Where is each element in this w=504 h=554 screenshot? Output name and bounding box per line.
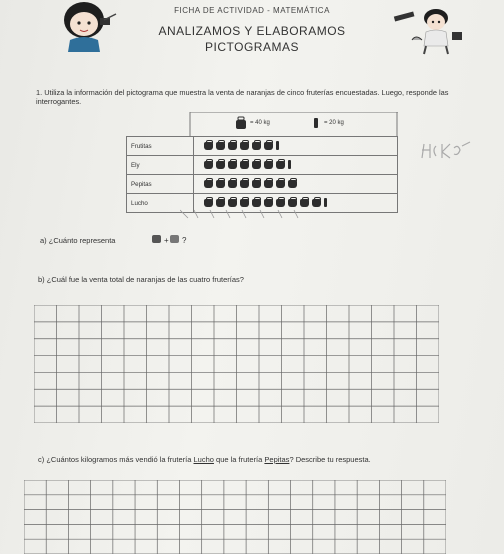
- instruction-text: 1. Utiliza la información del pictograma que muestra la venta de naranjas de cinco fruterías encuestadas. Luego, responde las interrogantes.: [36, 88, 449, 106]
- bag-icon: [276, 180, 285, 188]
- bag-icon: [228, 199, 237, 207]
- bag-icon: [264, 199, 273, 207]
- half-bag-icon: [324, 198, 327, 207]
- pictogram-row-label: Lucho: [127, 194, 194, 213]
- bag-icon: [228, 142, 237, 150]
- svg-text:?: ?: [182, 236, 187, 245]
- bag-icon: [240, 161, 249, 169]
- bag-icon: [216, 199, 225, 207]
- answer-grid-b: [34, 305, 439, 423]
- bag-icon: [276, 199, 285, 207]
- pictogram-row-label: Pepitas: [127, 175, 194, 194]
- question-c-lucho: Lucho: [193, 455, 214, 464]
- pictogram-row-label: Frutitas: [127, 137, 194, 156]
- question-c-mid: que la frutería: [216, 455, 263, 464]
- bag-icon: [252, 161, 261, 169]
- legend-label-half: = 20 kg: [324, 120, 344, 126]
- bag-icon: [216, 142, 225, 150]
- pictogram-table: [126, 136, 398, 213]
- bag-icon: [264, 142, 273, 150]
- answer-grid-c: [24, 480, 446, 554]
- page-subtitle: PICTOGRAMAS: [205, 40, 299, 54]
- pictogram-row: [127, 156, 398, 175]
- pictogram-row-label: Ely: [127, 156, 194, 175]
- bag-icon: [252, 180, 261, 188]
- bag-icon: [252, 199, 261, 207]
- question-b: b) ¿Cuál fue la venta total de naranjas de las cuatro fruterías?: [38, 275, 244, 284]
- pictogram-row-icons: [194, 175, 398, 194]
- handwritten-note: [420, 140, 476, 162]
- question-c-pre: c) ¿Cuántos kilogramos más vendió la frutería: [38, 455, 192, 464]
- bag-icon: [288, 199, 297, 207]
- bag-icon: [240, 199, 249, 207]
- question-c: [38, 455, 371, 464]
- bag-icon: [288, 180, 297, 188]
- page-title: ANALIZAMOS Y ELABORAMOS: [158, 24, 346, 38]
- question-c-pepitas: Pepitas: [264, 455, 290, 464]
- bag-icon: [204, 142, 213, 150]
- bag-icon: [264, 180, 273, 188]
- legend-label-full: = 40 kg: [250, 120, 270, 126]
- pictogram-row: [127, 175, 398, 194]
- pencil-scribble: [180, 208, 400, 220]
- svg-text:+: +: [164, 236, 169, 245]
- bag-icon: [252, 142, 261, 150]
- bag-icon: [276, 161, 285, 169]
- bag-icon: [204, 161, 213, 169]
- bag-icon: [240, 180, 249, 188]
- bag-icon: [300, 199, 309, 207]
- question-a: a) ¿Cuánto representa: [40, 236, 116, 245]
- worksheet-header: FICHA DE ACTIVIDAD - MATEMÁTICA: [174, 6, 330, 15]
- bag-icon: [216, 180, 225, 188]
- bag-icon: [228, 161, 237, 169]
- question-c-post: ? Describe tu respuesta.: [289, 455, 371, 464]
- bag-icon: [204, 199, 213, 207]
- bag-icon: [312, 199, 321, 207]
- bag-icon: [240, 142, 249, 150]
- half-bag-icon: [288, 160, 291, 169]
- bag-icon: [228, 180, 237, 188]
- question-a-icons: [150, 231, 190, 247]
- bag-icon: [204, 180, 213, 188]
- bag-icon: [216, 161, 225, 169]
- pictogram-row-icons: [194, 156, 398, 175]
- half-bag-icon: [276, 141, 279, 150]
- legend-bag-icon: [236, 117, 246, 129]
- pictogram-row: [127, 137, 398, 156]
- pictogram-row-icons: [194, 137, 398, 156]
- legend-half-bag-icon: [314, 118, 318, 128]
- bag-icon: [264, 161, 273, 169]
